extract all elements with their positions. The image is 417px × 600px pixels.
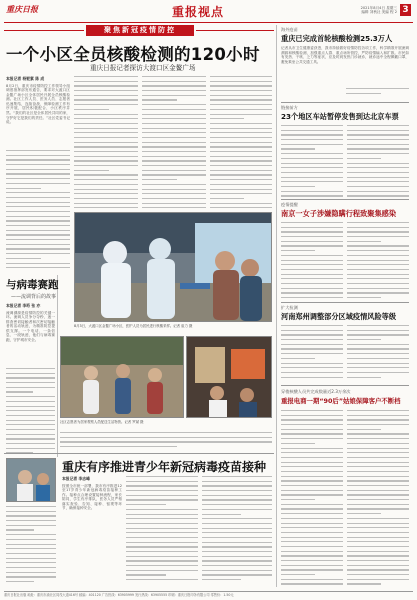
date-line-2: 编辑 刘秋社 美编 程 2 <box>361 10 397 15</box>
bottom-story-photo <box>6 458 56 502</box>
lead-article-tail <box>60 432 272 452</box>
lead-article-col-2 <box>74 76 138 210</box>
photo-vaccination <box>7 459 56 502</box>
banner-line-left <box>4 30 84 31</box>
lead-photo-caption: 8月3日，大渡口区金鳌广场小区，医护人员为居民进行核酸采样。记者 崔力 摄 <box>74 324 193 328</box>
right-story-5-col-2 <box>347 410 409 588</box>
lead-subhead: 重庆日报记者探访大渡口区金鳌广场 <box>90 64 196 72</box>
right-column-divider <box>276 25 277 587</box>
page-number-badge: 3 <box>400 4 411 16</box>
bottom-story-rule <box>4 453 274 454</box>
dateline <box>361 6 397 15</box>
photo-volunteer-delivery <box>187 337 272 418</box>
bottom-story-col-3 <box>202 476 272 588</box>
right-story-4-tag: 扩大检测 <box>281 305 298 310</box>
right-story-4-headline: 河南郑州调整部分区域疫情风险等级 <box>281 312 397 321</box>
right-story-4-col-2 <box>347 325 409 383</box>
left-story-byline: 本报记者 李珩 张 亦 <box>6 303 41 308</box>
right-story-1-continued <box>346 88 409 100</box>
left-story-text: 流调溯源是疫情防控的关键一环。流调人员争分夺秒，逐一排查密切接触者和次密切接触者的活动轨迹，为精准防控提供支撑。一个电话、一条信息、一段轨迹，他们与病毒赛跑，守护城市安全。 <box>6 310 55 343</box>
right-divider-2 <box>281 199 409 200</box>
right-divider-4 <box>281 385 409 386</box>
right-story-3-headline: 南京一女子涉嫌隐瞒行程致聚集感染 <box>281 209 397 218</box>
right-divider-3 <box>281 302 409 303</box>
masthead <box>4 2 413 22</box>
left-column-divider <box>57 275 58 457</box>
right-story-1-text: 记者从市卫生健康委获悉，我市持续做好疫情防控各项工作，科学精准开展流调溯源和核酸检测，加强重点人群、重点场所管控，严防疫情输入和扩散。市民如有发热、干咳、乏力等症状，应及时到发热门诊就诊，就诊途中全程佩戴口罩，避免乘坐公共交通工具。 <box>281 46 409 64</box>
right-story-5-col-1 <box>281 410 343 588</box>
date-line-1: 2021年8月4日 星期三 <box>360 6 397 10</box>
bottom-story-headline: 重庆有序推进青少年新冠病毒疫苗接种 <box>62 460 267 474</box>
bottom-story-text: 按照全市统一部署，我市有序推进12至17岁青少年新冠病毒疫苗接种工作。接种点合理设置接种流程，家长陪同，学生有序排队，医务人员严格落实查验、告知、接种、留观等环节，确保接种安全。 <box>62 483 122 511</box>
right-story-2-col-1 <box>281 125 343 197</box>
masthead-rule <box>4 22 413 23</box>
bottom-story-byline: 本报记者 李志峰 <box>62 476 90 481</box>
topic-banner <box>4 25 274 37</box>
photo-community <box>60 336 184 418</box>
right-divider-1 <box>281 102 409 103</box>
bottom-story-col-0 <box>6 506 56 588</box>
right-story-5-tag: 穿梭核酸人员共完成数量近2.3万余次 <box>281 389 351 394</box>
lead-article-col-1-continued <box>6 150 70 270</box>
photo-nucleic-acid-testing <box>75 213 272 322</box>
right-story-3-col-1 <box>281 222 343 300</box>
photo-residents-queue <box>61 337 184 418</box>
right-story-2-tag: 链接前方 <box>281 105 298 110</box>
lead-body-text: 8月2日，重庆市疫情防控工作领导小组调度指挥部发布通告，要求对大渡口区金鳌广场小区全体居民开展全员核酸检测。社区工作人员、医务人员、志愿者迅速集结，连续奋战，保障检测工作有序开展，居民积极配合，小区秩序井然。“我们的社区是全体居民共同的家，守护好它是我们的责任。”社区党委书记说。 <box>6 83 70 125</box>
left-story-subhead: ——流调背后的故事 <box>11 294 57 300</box>
newspaper-logo: 重庆日报 <box>6 4 38 14</box>
right-story-1-tag: 海外疫苗 <box>281 27 298 32</box>
bottom-story-col-1 <box>62 476 122 588</box>
right-story-2-col-2 <box>347 125 409 197</box>
bottom-story-col-2 <box>126 476 198 588</box>
right-story-1-headline: 重庆已完成首轮核酸检测25.3万人 <box>281 34 393 43</box>
section-title: 重报视点 <box>172 5 225 19</box>
right-story-4-col-1 <box>281 325 343 383</box>
left-story-continued <box>6 368 55 454</box>
lead-photo <box>74 212 272 322</box>
second-photo-caption: 社区志愿者为居家观察人员配送生活物资。记者 罗斌 摄 <box>60 420 144 424</box>
lead-headline: 一个小区全员核酸检测的120小时 <box>6 45 260 64</box>
banner-line-right <box>196 30 274 31</box>
right-story-2-headline: 23个地区车站暂停发售到达北京车票 <box>281 112 399 121</box>
right-story-3-col-2 <box>347 222 409 300</box>
right-story-5-headline: 重报电商一期“90后”姑娘保障客户不断档 <box>281 397 401 405</box>
right-story-3-tag: 疫情提醒 <box>281 202 298 207</box>
lead-article-col-3 <box>142 76 206 210</box>
left-story-headline: 与病毒赛跑 <box>6 279 59 291</box>
photo-volunteers <box>186 336 272 418</box>
banner-label: 聚焦新冠疫情防控 <box>86 25 194 36</box>
lead-byline: 本报记者 杨铌紫 陈 成 <box>6 76 45 81</box>
lead-article-col-4 <box>210 76 272 210</box>
page-footer: 重庆日报社出版 地址：重庆市渝北区同茂大道416号 邮编：401120 广告热线：63905999 发行热线：63905555 印刷：重庆日报印务有限公司 零售价：1.50元 <box>4 591 413 598</box>
